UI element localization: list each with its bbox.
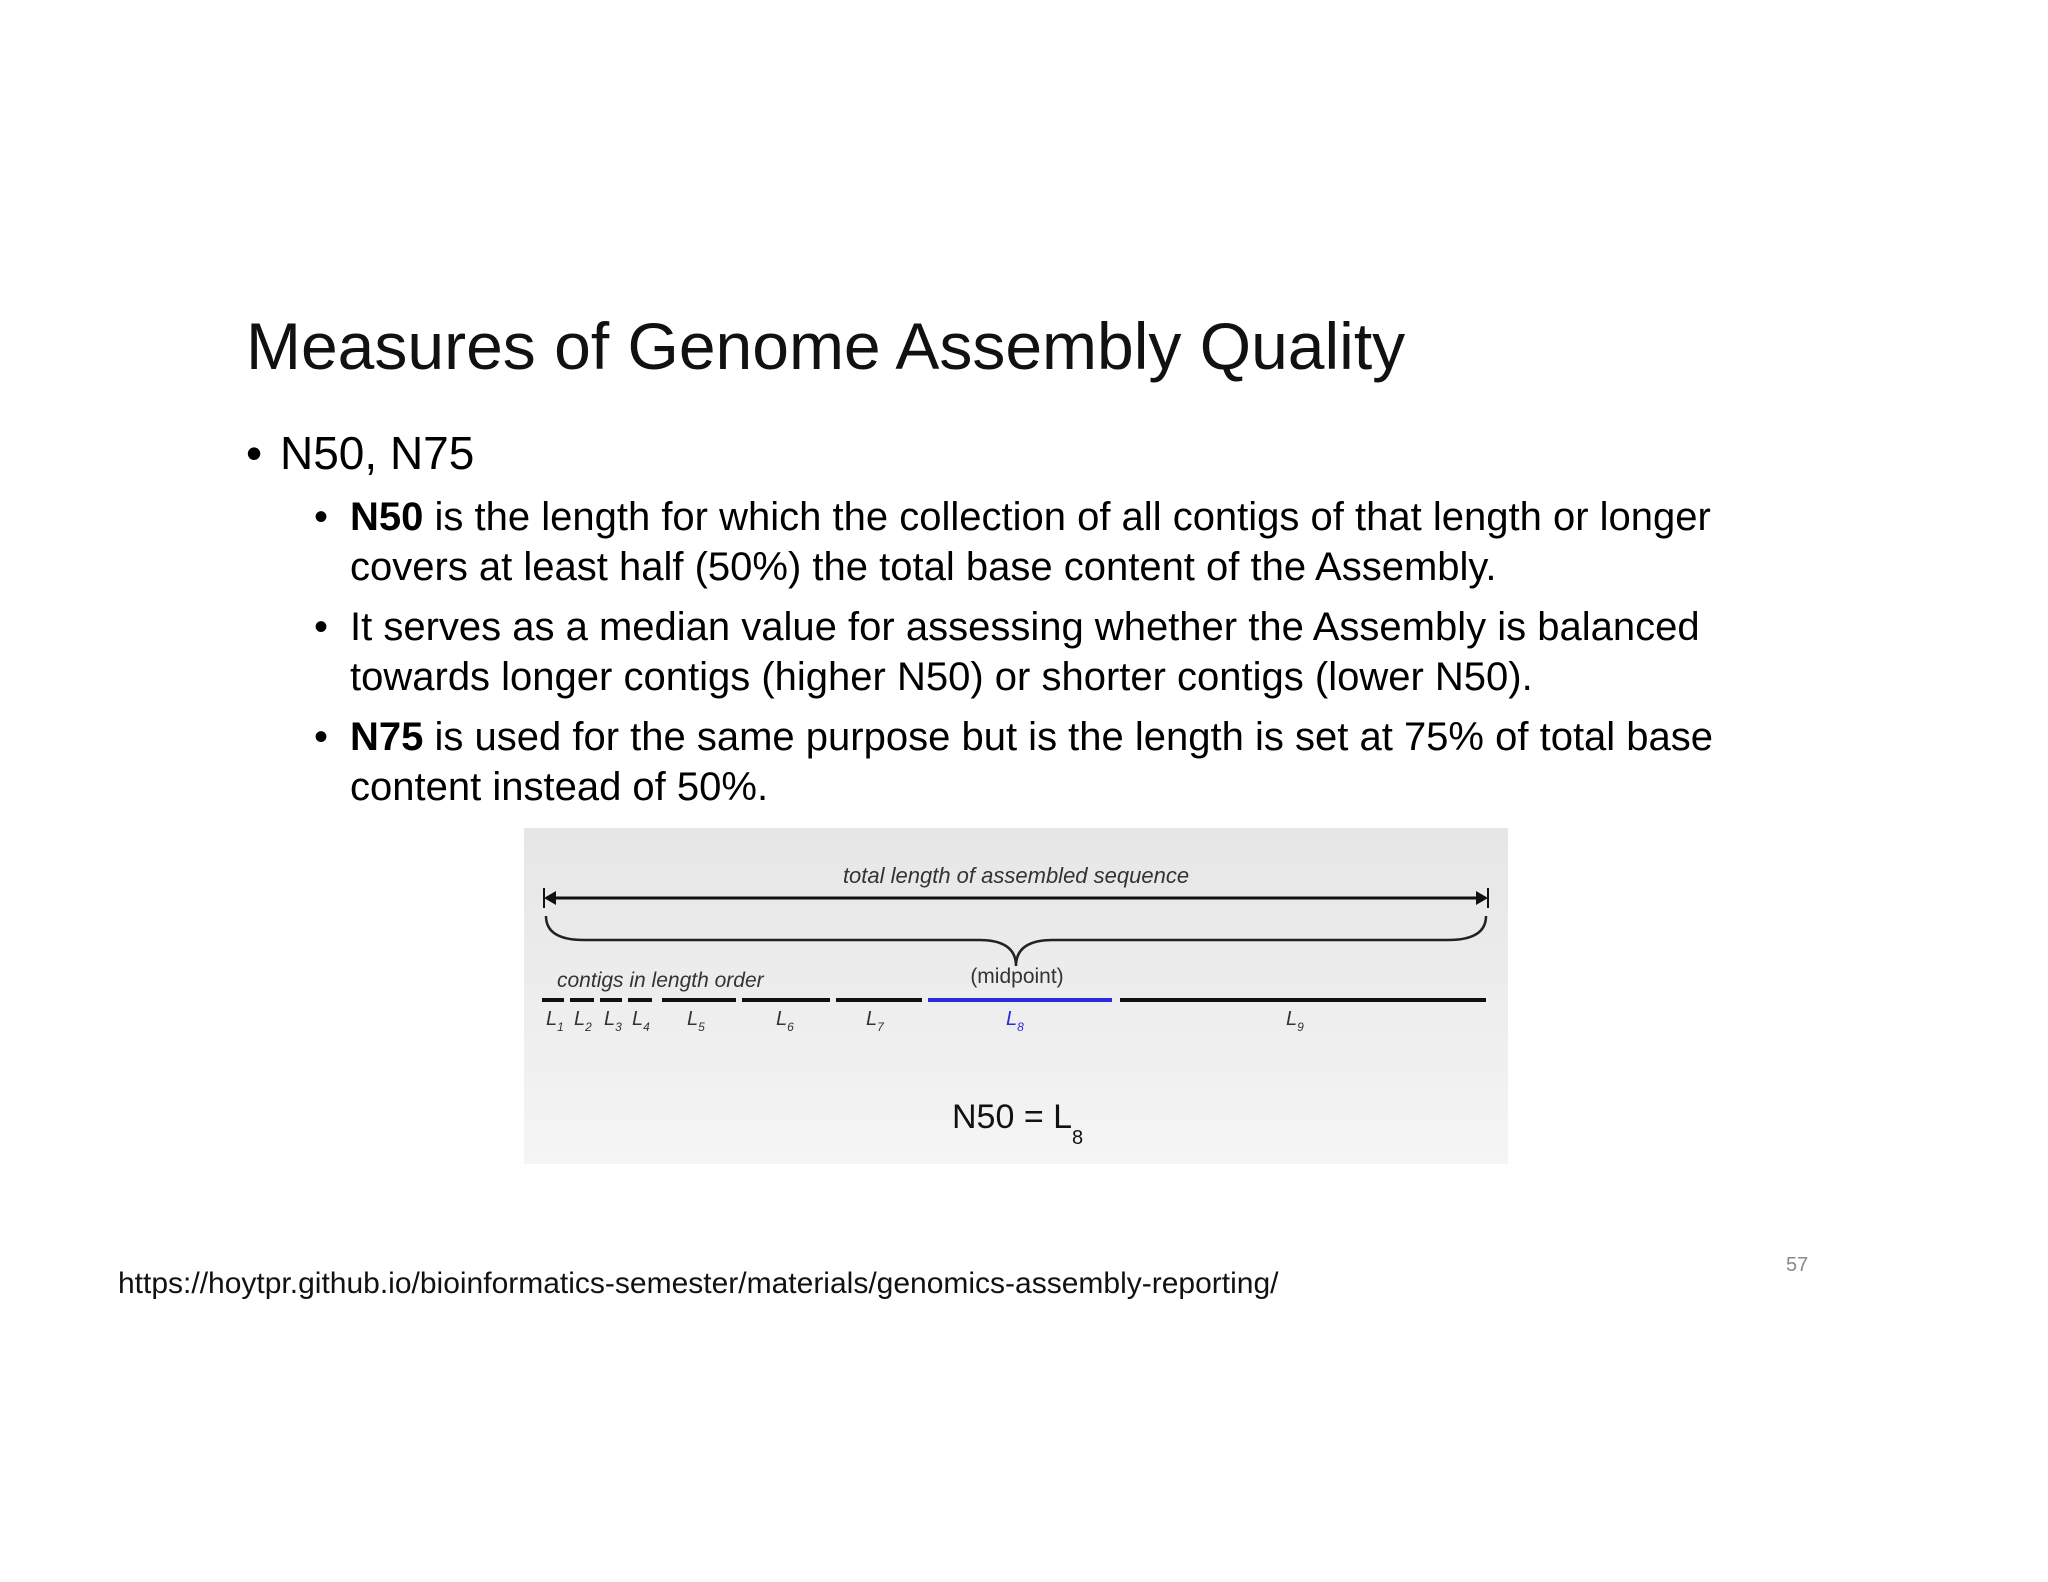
total-length-label: total length of assembled sequence: [842, 863, 1190, 888]
page-number: 57: [1786, 1254, 1809, 1276]
sub-bullet-line: content instead of 50%.: [350, 765, 769, 809]
contig-label: $L_2$: [574, 1008, 592, 1034]
sub-bullet-list: [314, 492, 1854, 822]
bullet-dot: •: [246, 427, 263, 479]
contigs-order-label: contigs in length order: [557, 969, 764, 992]
contig-label-highlight: $L_8$: [1006, 1008, 1024, 1034]
contig-label: $L_9$: [1286, 1008, 1304, 1034]
sub-bullet-line: [350, 712, 1854, 762]
bold-term: N75: [350, 715, 424, 759]
sub-bullet-line: towards longer contigs (higher N50) or shorter contigs (lower N50).: [350, 655, 1533, 699]
sub-bullet-n75: [314, 712, 1854, 812]
bullet-dot: •: [314, 495, 329, 539]
sub-bullet-text: is used for the same purpose but is the length is set at 75% of total base: [423, 715, 1714, 759]
sub-bullet-line: It serves as a median value for assessing whether the Assembly is balanced: [350, 605, 1700, 649]
bullet-dot: •: [314, 715, 329, 759]
slide-title: Measures of Genome Assembly Quality: [246, 309, 1406, 383]
bullet-dot: •: [314, 605, 329, 649]
contig-label: $L_7$: [866, 1008, 884, 1034]
sub-bullet-text: is the length for which the collection of all contigs of that length or longer: [423, 495, 1711, 539]
sub-bullet-line: [350, 492, 1854, 542]
arrow-head-right-icon: [1476, 891, 1488, 905]
arrow-head-left-icon: [544, 891, 556, 905]
contig-labels: [546, 1008, 1304, 1034]
main-bullet: [246, 426, 474, 480]
main-bullet-text: N50, N75: [280, 427, 475, 479]
n50-diagram: [524, 828, 1508, 1164]
sub-bullet-median: [314, 602, 1854, 702]
contig-label: $L_5$: [687, 1008, 705, 1034]
contig-label: $L_1$: [546, 1008, 564, 1034]
n50-formula: $N50 = L_8$: [952, 1098, 1084, 1149]
contig-label: $L_4$: [632, 1008, 650, 1034]
midpoint-label: (midpoint): [970, 965, 1064, 988]
sub-bullet-n50: [314, 492, 1854, 592]
source-url: https://hoytpr.github.io/bioinformatics-semester/materials/genomics-assembly-reporting/: [118, 1267, 1279, 1300]
contig-label: $L_6$: [776, 1008, 794, 1034]
contig-label: $L_3$: [604, 1008, 622, 1034]
sub-bullet-line: covers at least half (50%) the total base content of the Assembly.: [350, 545, 1497, 589]
bold-term: N50: [350, 495, 424, 539]
midpoint-brace: [546, 916, 1486, 966]
n50-diagram-svg: [524, 828, 1508, 1164]
